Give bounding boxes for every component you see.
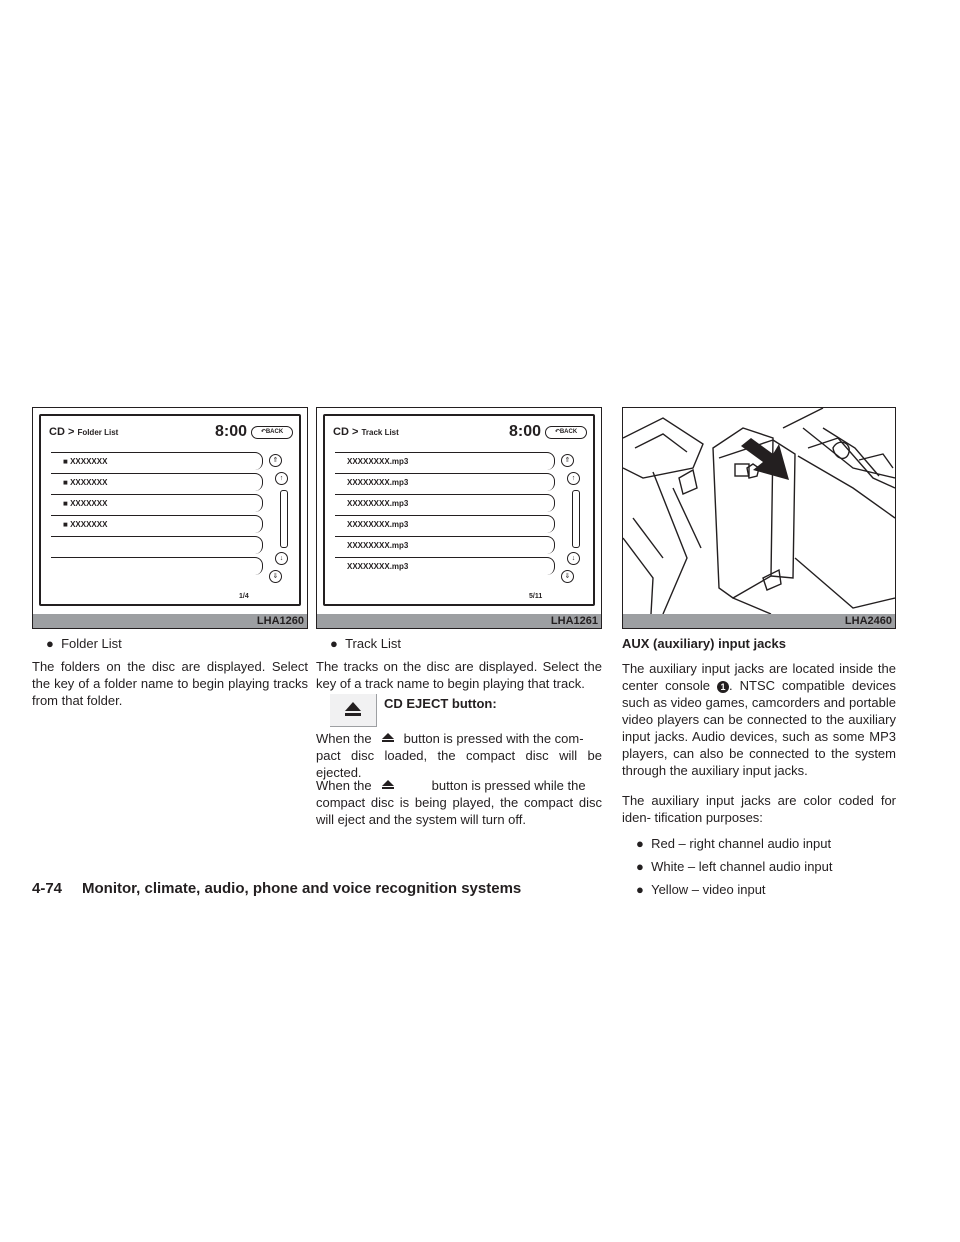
scroll-top-icon: ⇑ — [269, 454, 282, 467]
scrollbar — [572, 490, 580, 548]
folder-icon: ■ — [63, 478, 71, 487]
screen-header-sub: Folder List — [77, 428, 119, 437]
folder-icon: ■ — [63, 520, 71, 529]
folder-list-screen — [39, 414, 301, 606]
bullet-icon: ● — [636, 882, 644, 897]
bullet-text: White – left channel audio input — [651, 859, 833, 874]
bullet-text: Red – right channel audio input — [651, 836, 832, 851]
folder-name: XXXXXXX — [70, 499, 108, 508]
bullet-icon: ● — [636, 859, 644, 874]
eject-icon — [372, 778, 432, 790]
screen-header — [49, 426, 118, 438]
figure-aux-console — [622, 407, 896, 629]
scroll-up-icon: ↑ — [275, 472, 288, 485]
list-item — [51, 452, 263, 470]
scroll-down-icon: ↓ — [567, 552, 580, 565]
list-item — [51, 494, 263, 512]
list-item — [51, 515, 263, 533]
screen-header — [333, 426, 399, 438]
bullet-icon: ● — [46, 636, 54, 651]
list-item: XXXXXXXX.mp3 — [335, 557, 555, 575]
folder-name: XXXXXXX — [70, 457, 108, 466]
folder-name: XXXXXXX — [70, 478, 108, 487]
list-item — [636, 859, 833, 875]
text-fragment: When the — [316, 778, 372, 793]
scroll-top-icon: ⇑ — [561, 454, 574, 467]
scroll-up-icon: ↑ — [567, 472, 580, 485]
text-fragment: pact disc loaded, the compact disc will be ejected. — [316, 748, 602, 780]
list-item — [636, 836, 831, 852]
scroll-bottom-icon: ⇓ — [269, 570, 282, 583]
list-item: XXXXXXXX.mp3 — [335, 515, 555, 533]
text-fragment: The auxiliary input jacks are located inside the center console — [622, 661, 896, 693]
eject-icon — [372, 731, 404, 743]
eject-icon — [330, 694, 376, 726]
eject-button-figure — [330, 694, 377, 727]
bullet-icon: ● — [636, 836, 644, 851]
list-item-empty — [51, 557, 263, 575]
text-fragment: When the — [316, 731, 372, 746]
page-indicator: 5/11 — [529, 593, 543, 600]
figure-code: LHA1260 — [256, 615, 304, 627]
aux-heading: AUX (auxiliary) input jacks — [622, 636, 786, 651]
back-label: BACK — [559, 429, 578, 435]
bullet-folder-list — [46, 636, 122, 652]
back-label: BACK — [265, 429, 284, 435]
figure-code-bar — [317, 614, 601, 628]
back-button — [545, 426, 587, 439]
folder-list — [51, 452, 263, 578]
scroll-bottom-icon: ⇓ — [561, 570, 574, 583]
list-item: XXXXXXXX.mp3 — [335, 452, 555, 470]
text-fragment: button is pressed with the com- — [403, 731, 584, 746]
callout-marker: 1 — [717, 681, 729, 693]
track-list-paragraph: The tracks on the disc are displayed. Select the key of a track name to begin playing that track. — [316, 659, 602, 691]
figure-code: LHA1261 — [550, 615, 598, 627]
bullet-text: Folder List — [61, 636, 122, 651]
list-item: XXXXXXXX.mp3 — [335, 494, 555, 512]
text-fragment: . NTSC compatible devices such as video games, camcorders and portable video players can be connected to the auxiliary input jacks. Audio devices, such as some MP3 players, can also be connected to the system through the auxiliary input jacks. — [622, 678, 896, 778]
scrollbar — [280, 490, 288, 548]
folder-icon: ■ — [63, 457, 71, 466]
aux-paragraph-1 — [622, 660, 896, 779]
list-item — [636, 882, 766, 898]
text-fragment: button is pressed while the — [431, 778, 586, 793]
figure-code: LHA2460 — [844, 615, 892, 627]
screen-clock: 8:00 — [508, 423, 541, 440]
list-item: XXXXXXXX.mp3 — [335, 536, 555, 554]
cd-eject-heading: CD EJECT button: — [384, 696, 497, 711]
folder-list-paragraph: The folders on the disc are displayed. Select the key of a folder name to begin playing tracks from that folder. — [32, 659, 308, 708]
list-item — [51, 473, 263, 491]
list-item: XXXXXXXX.mp3 — [335, 473, 555, 491]
eject-paragraph-2 — [316, 777, 602, 828]
back-arrow-icon: ↶ — [260, 429, 266, 435]
screen-header-main: CD > — [49, 426, 75, 438]
center-console-illustration — [623, 408, 895, 614]
screen-header-sub: Track List — [361, 428, 399, 437]
track-list-screen — [323, 414, 595, 606]
page-number: 4-74 — [32, 880, 63, 897]
track-list — [335, 452, 555, 578]
aux-paragraph-2: The auxiliary input jacks are color coded for iden- tification purposes: — [622, 793, 896, 825]
figure-code-bar — [33, 614, 307, 628]
folder-name: XXXXXXX — [70, 520, 108, 529]
bullet-text: Yellow – video input — [651, 882, 766, 897]
bullet-icon: ● — [330, 636, 338, 651]
folder-icon: ■ — [63, 499, 71, 508]
text-fragment: compact disc is being played, the compact disc will eject and the system will turn off. — [316, 795, 602, 827]
figure-folder-list — [32, 407, 308, 629]
list-item-empty — [51, 536, 263, 554]
scroll-down-icon: ↓ — [275, 552, 288, 565]
figure-code-bar — [623, 614, 895, 628]
section-title: Monitor, climate, audio, phone and voice recognition systems — [82, 880, 522, 897]
eject-paragraph-1 — [316, 730, 602, 781]
back-button — [251, 426, 293, 439]
page-indicator: 1/4 — [239, 593, 249, 600]
figure-track-list — [316, 407, 602, 629]
bullet-text: Track List — [345, 636, 401, 651]
back-arrow-icon: ↶ — [554, 429, 560, 435]
bullet-track-list — [330, 636, 401, 652]
screen-header-main: CD > — [333, 426, 359, 438]
screen-clock: 8:00 — [214, 423, 247, 440]
